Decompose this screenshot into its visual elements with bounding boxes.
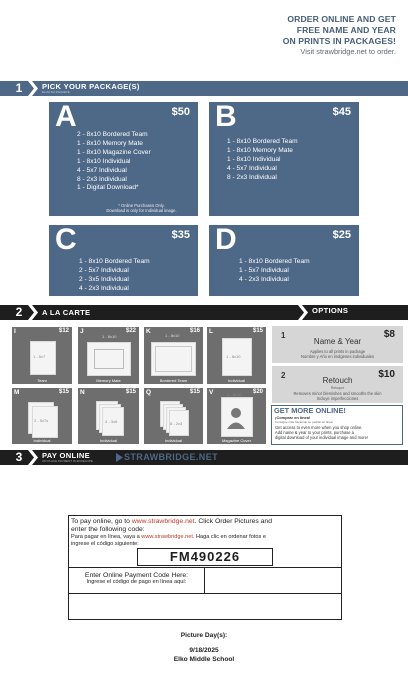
package-letter: B	[215, 100, 237, 133]
package-note	[89, 203, 194, 213]
tile-caption: Bordered Team	[159, 378, 188, 383]
alacarte-tile-q	[144, 388, 203, 444]
package-price: $35	[171, 229, 190, 241]
package-items	[239, 258, 310, 285]
picture-day-date: 9/18/2025	[189, 647, 219, 654]
package-d	[209, 225, 359, 296]
section-2-number: 2	[15, 305, 23, 319]
package-note-line-1: * Online Purchases Only.	[118, 203, 165, 208]
section-3-fill	[40, 450, 408, 465]
tile-price: $12	[58, 328, 69, 334]
package-item: 1 - 8x10 Bordered Team	[79, 258, 150, 265]
get-more-subtitle-2: Consigue más haciendo su pedido en línea	[275, 420, 333, 424]
option-desc-line: Nombre y Año en imágenes individuales	[300, 354, 375, 359]
package-item: 4 - 2x3 Individual	[239, 275, 289, 283]
option-desc	[276, 391, 399, 401]
triangle-right-icon	[116, 453, 123, 462]
alacarte-tile-j	[78, 327, 139, 384]
photo-label: 1 - 8x10	[165, 333, 180, 338]
photo-label: 1 - 5x7	[33, 354, 46, 359]
section-2-bar	[0, 305, 408, 320]
option-title: Retouch	[322, 376, 353, 385]
divider	[69, 593, 341, 594]
strawbridge-link[interactable]: www.strawbridge.net	[141, 534, 193, 540]
section-3-bar	[0, 450, 408, 465]
strawbridge-site-label: STRAWBRIDGE.NET	[124, 452, 219, 462]
package-items	[79, 258, 150, 294]
package-letter: C	[55, 223, 77, 256]
school-name: Elko Middle School	[173, 656, 235, 663]
package-letter: A	[55, 100, 77, 133]
section-3-title: PAY ONLINE	[42, 451, 91, 460]
pay-line-3	[71, 534, 339, 541]
option-price: $8	[383, 329, 395, 340]
header-line-2: FREE NAME AND YEAR	[296, 25, 396, 35]
section-1-bar	[0, 81, 408, 96]
photo-label: 1 - 8x10	[226, 354, 241, 359]
package-items	[227, 138, 298, 183]
tile-price: $15	[252, 328, 263, 334]
get-more-title: GET MORE ONLINE!	[274, 406, 346, 415]
section-3-number: 3	[15, 450, 23, 464]
tile-caption: Memory Mate	[96, 378, 121, 383]
package-item: 4 - 5x7 Individual	[77, 166, 127, 174]
chevron-right-icon	[28, 450, 38, 465]
header-line-1: ORDER ONLINE AND GET	[287, 14, 396, 24]
alacarte-tile-n	[78, 388, 139, 444]
alacarte-tile-l	[207, 327, 266, 384]
header-visit-text: Visit strawbridge.net to order.	[300, 47, 396, 56]
package-item: 8 - 2x3 Individual	[77, 175, 127, 183]
package-c	[49, 225, 198, 296]
tile-price: $15	[125, 389, 136, 395]
option-number: 2	[281, 371, 286, 380]
pay-instructions	[71, 518, 339, 534]
payment-code: FM490226	[137, 548, 273, 566]
option-price: $10	[378, 369, 395, 380]
section-3-subtitle: OR PLACE PAYMENT IN ENVELOPE	[42, 459, 93, 463]
tile-letter: J	[80, 328, 84, 335]
get-more-body-line: Add name & year to your prints, purchase a	[275, 430, 354, 436]
package-item: 1 - 8x10 Individual	[227, 155, 281, 163]
section-2-title: A LA CARTE	[42, 308, 91, 317]
pay-text: To pay online, go to	[71, 518, 132, 525]
option-desc-line: Applies to all prints in package	[309, 349, 366, 354]
portrait-silhouette-icon	[226, 405, 246, 429]
alacarte-tile-k	[144, 327, 203, 384]
get-more-subtitle: ¡Comprar en línea!	[275, 415, 311, 420]
tile-letter: N	[80, 389, 85, 396]
section-1-subtitle: ELIJA SU PAQUETE	[42, 90, 70, 94]
pay-line-2: enter the following code:	[71, 526, 145, 533]
chevron-right-icon	[28, 305, 38, 320]
tile-price: $15	[189, 389, 200, 395]
payment-code-box	[68, 515, 342, 620]
package-item: 1 - 8x10 Magazine Cover	[77, 148, 151, 156]
pay-text: Para pagar en línea, vaya a	[71, 534, 142, 540]
package-item: 4 - 2x3 Individual	[79, 284, 129, 292]
section-1-number: 1	[15, 81, 23, 95]
chevron-right-icon	[28, 81, 38, 96]
option-title: Name & Year	[313, 337, 362, 346]
pay-text: . Haga clic en ordenar fotos e	[192, 534, 266, 540]
bordered-frame	[155, 346, 192, 372]
tile-caption: Team	[37, 378, 47, 383]
tile-caption: Individual	[100, 438, 117, 443]
tile-price: $20	[252, 389, 263, 395]
alacarte-tile-m	[12, 388, 72, 444]
package-item: 1 - Digital Download*	[77, 184, 139, 192]
tile-letter: I	[14, 328, 16, 335]
tile-price: $15	[58, 389, 69, 395]
options-title: OPTIONS	[312, 306, 349, 315]
tile-caption: Individual	[228, 378, 245, 383]
photo-label: 4 - 3x5	[105, 419, 118, 424]
package-item: 1 - 8x10 Individual	[77, 157, 131, 165]
option-retouch	[272, 366, 403, 403]
photo-label: 8 - 2x3	[170, 421, 183, 426]
tile-letter: Q	[146, 389, 152, 396]
chevron-right-icon	[298, 305, 308, 320]
enter-code-label-es: Ingrese el código de pago en línea aquí:	[86, 579, 187, 585]
package-item: 1 - 8x10 Memory Mate	[227, 146, 293, 154]
package-item: 1 - 8x10 Bordered Team	[239, 258, 310, 265]
tile-price: $16	[189, 328, 200, 334]
package-item: 2 - 3x5 Individual	[79, 275, 129, 283]
package-price: $25	[332, 229, 351, 241]
package-price: $50	[171, 106, 190, 118]
payment-code-input[interactable]	[205, 568, 341, 593]
picture-day-label: Picture Day(s):	[180, 632, 228, 639]
option-subtitle: Retoque	[330, 386, 345, 390]
pay-text: . Click Order Pictures and	[194, 518, 272, 525]
tile-letter: V	[209, 389, 214, 396]
get-more-body-line: digital download of your individual image and more!	[275, 435, 369, 441]
get-more-online-box	[271, 405, 403, 445]
memory-mate-frame	[94, 349, 124, 369]
package-item: 2 - 8x10 Bordered Team	[77, 131, 148, 138]
header-line-3: ON PRINTS IN PACKAGES!	[282, 36, 396, 46]
photo-label: 1 - 8x10	[227, 392, 242, 397]
package-item: 4 - 5x7 Individual	[227, 164, 277, 172]
get-more-body	[275, 425, 368, 441]
pay-line-1	[71, 518, 339, 526]
package-item: 2 - 5x7 Individual	[79, 266, 129, 274]
alacarte-tile-v	[207, 388, 266, 444]
enter-code-label-cell	[69, 568, 205, 593]
alacarte-tile-i	[12, 327, 72, 384]
tile-letter: L	[209, 328, 213, 335]
package-note-line-2: Download is only for Individual image.	[106, 208, 177, 213]
tile-price: $22	[125, 328, 136, 334]
option-desc	[276, 349, 399, 359]
package-b	[209, 102, 359, 216]
enter-code-label: Enter Online Payment Code Here:	[84, 572, 189, 579]
option-number: 1	[281, 331, 286, 340]
package-item: 1 - 5x7 Individual	[239, 266, 289, 274]
package-letter: D	[215, 223, 237, 256]
package-item: 8 - 2x3 Individual	[227, 173, 277, 181]
package-a	[49, 102, 198, 216]
option-name-year	[272, 326, 403, 363]
tile-caption: Individual	[165, 438, 182, 443]
package-price: $45	[332, 106, 351, 118]
photo-label: 2 - 5x7s	[34, 418, 49, 423]
option-desc-line: Removes minor blemishes and smooths the skin	[293, 391, 382, 396]
package-item: 1 - 8x10 Memory Mate	[77, 139, 143, 147]
pay-instructions-es	[71, 534, 339, 547]
tile-letter: M	[14, 389, 20, 396]
section-1-title: PICK YOUR PACKAGE(S)	[42, 82, 140, 91]
option-desc-line: Incluye imperfecciones	[316, 396, 359, 401]
package-items	[77, 131, 151, 193]
get-more-body-line: Get access to even more when you shop online.	[275, 425, 363, 430]
tile-letter: K	[146, 328, 151, 335]
pay-line-4: ingrese el código siguiente:	[71, 540, 139, 547]
package-item: 1 - 8x10 Bordered Team	[227, 138, 298, 145]
tile-caption: Magazine Cover	[221, 438, 252, 443]
strawbridge-link[interactable]: www.strawbridge.net	[131, 518, 195, 525]
photo-label: 1 - 8x10	[102, 334, 117, 339]
tile-caption: Individual	[33, 438, 51, 443]
